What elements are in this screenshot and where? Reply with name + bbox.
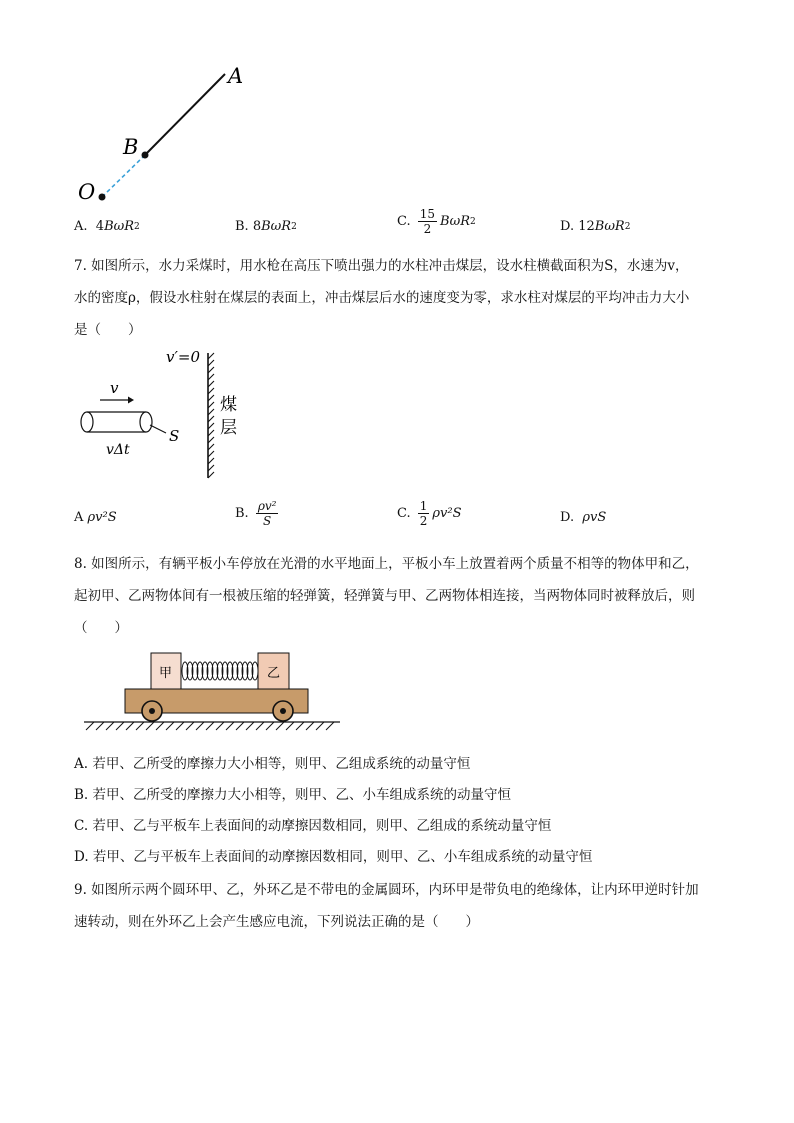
label-coal-1: 煤: [220, 395, 237, 415]
fraction: $\frac{15}{2}$: [419, 207, 436, 236]
q7-option-b[interactable]: B. $\frac{\text{ρv²}}{S}$: [235, 499, 277, 528]
q6-option-b[interactable]: B. 8 BωR 2: [235, 219, 297, 234]
q8-option-a[interactable]: A. 若甲、乙所受的摩擦力大小相等，则甲、乙组成系统的动量守恒: [74, 756, 471, 772]
question-7: 7. 如图所示，水力采煤时，用水枪在高压下喷出强力的水柱冲击煤层，设水柱横截面积为S，水速为v， 水的密度ρ，假设水柱射在煤层的表面上，冲击煤层后水的速度变为零，求水柱对煤层的平均冲击力大小 是（ ）: [74, 258, 690, 338]
q8-option-b[interactable]: B. 若甲、乙所受的摩擦力大小相等，则甲、乙、小车组成系统的动量守恒: [74, 787, 512, 803]
block-yi-label: 乙: [267, 666, 281, 681]
wall-hatching: [208, 353, 214, 478]
dashed-ob: [102, 155, 145, 197]
fraction: $\frac{1}{2}$: [419, 499, 428, 528]
question-9: 9. 如图所示两个圆环甲、乙，外环乙是不带电的金属圆环，内环甲是带负电的绝缘体，让内环甲逆时针加 速转动，则在外环乙上会产生感应电流，下列说法正确的是（ ）: [74, 882, 699, 930]
label-coal-2: 层: [220, 418, 237, 438]
label-s: S: [169, 427, 180, 445]
cart-spring-diagram: [82, 650, 352, 740]
q8-option-d[interactable]: D. 若甲、乙与平板车上表面间的动摩擦因数相同，则甲、乙、小车组成系统的动量守恒: [74, 849, 593, 865]
q7-option-a[interactable]: A ρv²S: [74, 510, 117, 525]
ground-hatching: [86, 722, 334, 730]
velocity-arrowhead: [128, 397, 134, 404]
label-o: O: [78, 180, 96, 204]
label-v-prime: v′=0: [166, 348, 200, 366]
spring: [182, 662, 258, 680]
cylinder-right-end: [140, 412, 152, 432]
label-b: B: [123, 135, 139, 159]
cylinder-left-end: [81, 412, 93, 432]
rod-ab: [145, 74, 225, 155]
rod-diagram: [70, 60, 270, 210]
q6-option-a[interactable]: A. 4 BωR 2: [74, 219, 140, 234]
point-o: [99, 194, 106, 201]
question-8: 8. 如图所示，有辆平板小车停放在光滑的水平地面上，平板小车上放置着两个质量不相等的物体甲和乙， 起初甲、乙两物体间有一根被压缩的轻弹簧，轻弹簧与甲、乙两物体相连接，当两物体同时被释放后，则 （ ）: [74, 556, 699, 636]
label-a: A: [228, 64, 244, 88]
q7-option-c[interactable]: C. $\frac{1}{2}$ ρv²S: [397, 499, 462, 528]
fraction: $\frac{\text{ρv²}}{S}$: [257, 499, 277, 528]
label-v-dt: vΔt: [106, 442, 130, 458]
q6-option-d[interactable]: D. 12 BωR 2: [560, 219, 631, 234]
q7-option-d[interactable]: D. ρvS: [560, 510, 607, 525]
q6-option-c[interactable]: C. $\frac{15}{2}$ BωR 2: [397, 207, 476, 236]
block-jia-label: 甲: [159, 666, 173, 681]
s-pointer: [150, 425, 166, 433]
label-v: v: [110, 379, 119, 397]
water-jet-diagram: [70, 345, 270, 485]
point-b: [142, 152, 149, 159]
q8-option-c[interactable]: C. 若甲、乙与平板车上表面间的动摩擦因数相同，则甲、乙组成的系统动量守恒: [74, 818, 552, 834]
